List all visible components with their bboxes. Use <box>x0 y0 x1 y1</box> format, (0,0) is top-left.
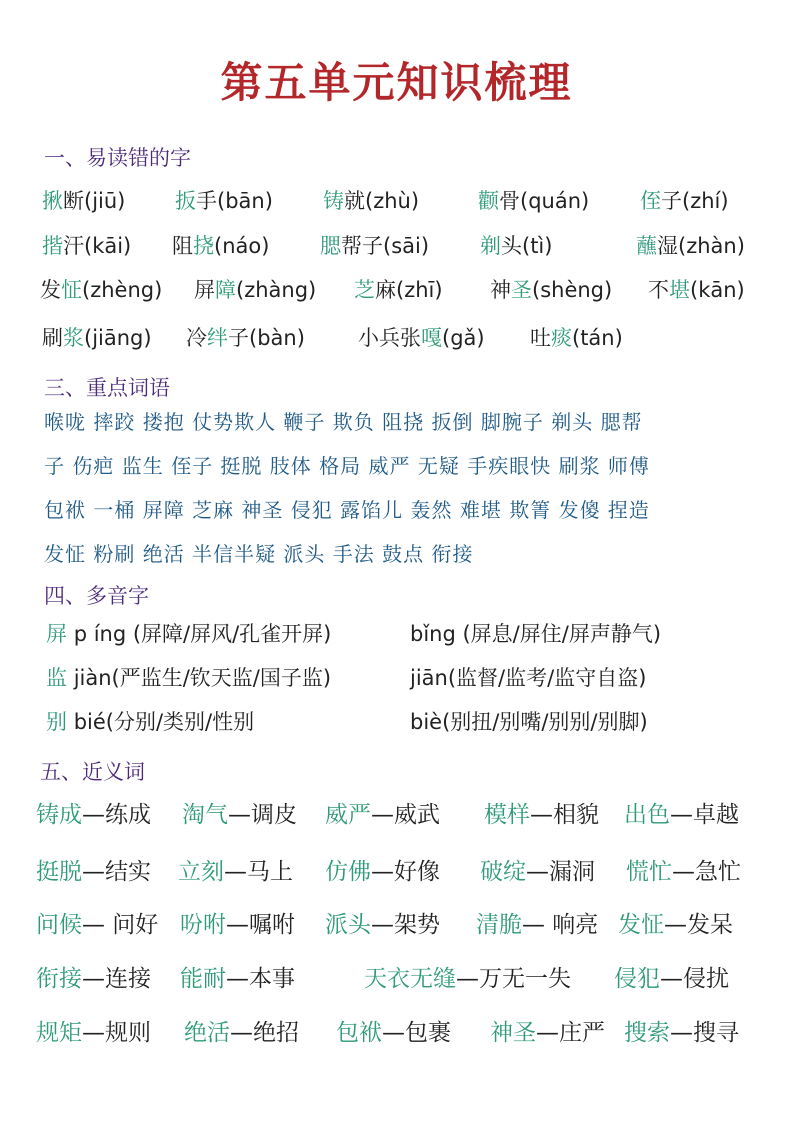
reading-item <box>358 322 485 352</box>
reading-text: 汗(kāi) <box>63 234 132 258</box>
reading-prefix: 不 <box>648 278 669 302</box>
keyword-char: 绊 <box>207 326 228 350</box>
synonym-key: 威严 <box>325 802 371 828</box>
synonym-value: —侵扰 <box>660 966 729 992</box>
synonym-value: —万无一失 <box>456 966 571 992</box>
reading-item <box>640 185 729 215</box>
reading-text: (náo) <box>214 234 270 258</box>
keyword-char: 堪 <box>669 278 690 302</box>
synonym-pair <box>484 796 599 829</box>
reading-item <box>478 185 589 215</box>
synonym-key: 衔接 <box>36 966 82 992</box>
reading-text: (shèng) <box>532 278 613 302</box>
synonym-key: 包袱 <box>336 1020 382 1046</box>
polyphone-reading-a: p íng (屏障/屏风/孔雀开屏) <box>73 622 332 646</box>
reading-text: 子(bàn) <box>228 326 305 350</box>
synonym-value: —相貌 <box>530 802 599 828</box>
reading-text: 手(bān) <box>196 189 273 213</box>
reading-item <box>354 274 443 304</box>
keyword-char: 怔 <box>61 278 82 302</box>
synonym-pair <box>336 1014 451 1047</box>
reading-text: 断(jiū) <box>63 189 126 213</box>
reading-text: 帮子(sāi) <box>341 234 430 258</box>
polyphone-row-3 <box>46 706 254 736</box>
reading-item <box>636 230 745 260</box>
synonym-pair <box>36 796 151 829</box>
reading-prefix: 发 <box>40 278 61 302</box>
reading-text: 子(zhí) <box>661 189 729 213</box>
reading-text: 就(zhù) <box>344 189 420 213</box>
synonym-key: 发怔 <box>618 912 664 938</box>
synonym-key: 清脆 <box>476 912 522 938</box>
synonym-key: 问候 <box>36 912 82 938</box>
synonym-pair <box>325 796 440 829</box>
section-heading-key-words: 三、重点词语 <box>44 376 170 400</box>
synonym-value: —包裹 <box>382 1020 451 1046</box>
synonym-value: —嘱咐 <box>226 912 295 938</box>
reading-item <box>40 274 162 304</box>
reading-prefix: 吐 <box>530 326 551 350</box>
reading-item <box>186 322 305 352</box>
section-heading-polyphones: 四、多音字 <box>44 584 149 608</box>
synonym-pair <box>184 1014 299 1047</box>
synonym-pair <box>36 853 151 886</box>
section-heading-misread: 一、易读错的字 <box>44 146 191 170</box>
synonym-value: —漏洞 <box>526 859 595 885</box>
synonym-value: —卓越 <box>670 802 739 828</box>
polyphone-row-2-b: jiān(监督/监考/监守自盗) <box>410 666 647 690</box>
reading-text: 麻(zhī) <box>375 278 443 302</box>
synonym-pair <box>476 906 598 939</box>
synonym-key: 搜索 <box>624 1020 670 1046</box>
reading-item <box>42 322 152 352</box>
synonym-pair <box>180 960 295 993</box>
reading-prefix: 屏 <box>194 278 215 302</box>
keyword-char: 蘸 <box>636 234 657 258</box>
synonym-value: —调皮 <box>228 802 297 828</box>
synonym-pair <box>178 853 293 886</box>
reading-item <box>320 230 429 260</box>
reading-prefix: 小兵张 <box>358 326 421 350</box>
synonym-pair <box>624 796 739 829</box>
reading-prefix: 刷 <box>42 326 63 350</box>
synonym-value: —练成 <box>82 802 151 828</box>
synonym-key: 铸成 <box>36 802 82 828</box>
synonym-value: —好像 <box>371 859 440 885</box>
synonym-key: 吩咐 <box>180 912 226 938</box>
reading-item <box>480 230 552 260</box>
synonym-key: 能耐 <box>180 966 226 992</box>
synonym-value: —绝招 <box>230 1020 299 1046</box>
reading-text: (zhèng) <box>82 278 163 302</box>
keyword-char: 腮 <box>320 234 341 258</box>
synonym-pair <box>180 906 295 939</box>
keyword-char: 挠 <box>193 234 214 258</box>
reading-item <box>42 230 131 260</box>
synonym-value: —规则 <box>82 1020 151 1046</box>
reading-text: 骨(quán) <box>499 189 590 213</box>
vocab-line: 喉咙 摔跤 搂抱 仗势欺人 鞭子 欺负 阻挠 扳倒 脚腕子 剃头 腮帮 <box>44 410 643 434</box>
synonym-pair <box>36 906 158 939</box>
reading-text: (gǎ) <box>442 326 485 350</box>
synonym-value: — 问好 <box>82 912 159 938</box>
keyword-char: 扳 <box>175 189 196 213</box>
synonym-pair <box>325 853 440 886</box>
synonym-pair <box>325 906 440 939</box>
synonym-pair <box>480 853 595 886</box>
synonym-key: 立刻 <box>178 859 224 885</box>
polyphone-row-3-b: biè(别扭/别嘴/别别/别脚) <box>410 710 648 734</box>
synonym-pair <box>364 960 571 993</box>
synonym-value: —连接 <box>82 966 151 992</box>
keyword-char: 颧 <box>478 189 499 213</box>
synonym-key: 出色 <box>624 802 670 828</box>
synonym-value: —结实 <box>82 859 151 885</box>
reading-item <box>490 274 612 304</box>
page-title: 第五单元知识梳理 <box>220 58 573 107</box>
keyword-char: 剃 <box>480 234 501 258</box>
keyword-char: 痰 <box>551 326 572 350</box>
reading-text: (zhàng) <box>236 278 317 302</box>
polyphone-char: 屏 <box>46 622 67 646</box>
synonym-pair <box>626 853 741 886</box>
vocab-line: 子 伤疤 监生 侄子 挺脱 肢体 格局 威严 无疑 手疾眼快 刷浆 师傅 <box>44 454 650 478</box>
reading-text: 湿(zhàn) <box>657 234 745 258</box>
synonym-key: 淘气 <box>182 802 228 828</box>
reading-item <box>194 274 316 304</box>
synonym-value: —威武 <box>371 802 440 828</box>
synonym-pair <box>624 1014 739 1047</box>
reading-prefix: 神 <box>490 278 511 302</box>
vocab-line: 包袱 一桶 屏障 芝麻 神圣 侵犯 露馅儿 轰然 难堪 欺箐 发傻 捏造 <box>44 498 650 522</box>
keyword-char: 圣 <box>511 278 532 302</box>
polyphone-row-1 <box>46 618 331 648</box>
reading-item <box>530 322 623 352</box>
polyphone-char: 别 <box>46 710 67 734</box>
polyphone-reading-a: bié(分别/类别/性别 <box>73 710 255 734</box>
synonym-pair <box>490 1014 605 1047</box>
synonym-key: 绝活 <box>184 1020 230 1046</box>
reading-item <box>648 274 745 304</box>
synonym-pair <box>618 906 733 939</box>
reading-item <box>175 185 273 215</box>
polyphone-reading-a: jiàn(严监生/钦天监/国子监) <box>73 666 332 690</box>
reading-item <box>172 230 269 260</box>
synonym-value: —庄严 <box>536 1020 605 1046</box>
synonym-value: —架势 <box>371 912 440 938</box>
vocab-line: 发怔 粉刷 绝活 半信半疑 派头 手法 鼓点 衔接 <box>44 542 474 566</box>
keyword-char: 嘎 <box>421 326 442 350</box>
section-heading-synonyms: 五、近义词 <box>40 760 145 784</box>
synonym-value: —本事 <box>226 966 295 992</box>
keyword-char: 揪 <box>42 189 63 213</box>
synonym-key: 挺脱 <box>36 859 82 885</box>
keyword-char: 障 <box>215 278 236 302</box>
reading-text: (tán) <box>572 326 623 350</box>
reading-text: (kān) <box>690 278 745 302</box>
synonym-key: 规矩 <box>36 1020 82 1046</box>
reading-text: 头(tì) <box>501 234 553 258</box>
synonym-value: —发呆 <box>664 912 733 938</box>
keyword-char: 揩 <box>42 234 63 258</box>
synonym-pair <box>182 796 297 829</box>
synonym-key: 侵犯 <box>614 966 660 992</box>
keyword-char: 芝 <box>354 278 375 302</box>
synonym-key: 模样 <box>484 802 530 828</box>
keyword-char: 浆 <box>63 326 84 350</box>
synonym-value: —急忙 <box>672 859 741 885</box>
synonym-pair <box>36 960 151 993</box>
keyword-char: 侄 <box>640 189 661 213</box>
synonym-key: 慌忙 <box>626 859 672 885</box>
reading-prefix: 冷 <box>186 326 207 350</box>
synonym-pair <box>36 1014 151 1047</box>
synonym-value: —搜寻 <box>670 1020 739 1046</box>
keyword-char: 铸 <box>323 189 344 213</box>
reading-prefix: 阻 <box>172 234 193 258</box>
synonym-key: 派头 <box>325 912 371 938</box>
synonym-value: — 响亮 <box>522 912 599 938</box>
polyphone-row-2 <box>46 662 331 692</box>
reading-item <box>42 185 125 215</box>
synonym-key: 天衣无缝 <box>364 966 456 992</box>
synonym-key: 破绽 <box>480 859 526 885</box>
synonym-key: 神圣 <box>490 1020 536 1046</box>
synonym-key: 仿佛 <box>325 859 371 885</box>
synonym-value: —马上 <box>224 859 293 885</box>
reading-text: (jiāng) <box>84 326 152 350</box>
reading-item <box>323 185 419 215</box>
polyphone-char: 监 <box>46 666 67 690</box>
synonym-pair <box>614 960 729 993</box>
polyphone-row-1-b: bǐng (屏息/屏住/屏声静气) <box>410 622 662 646</box>
